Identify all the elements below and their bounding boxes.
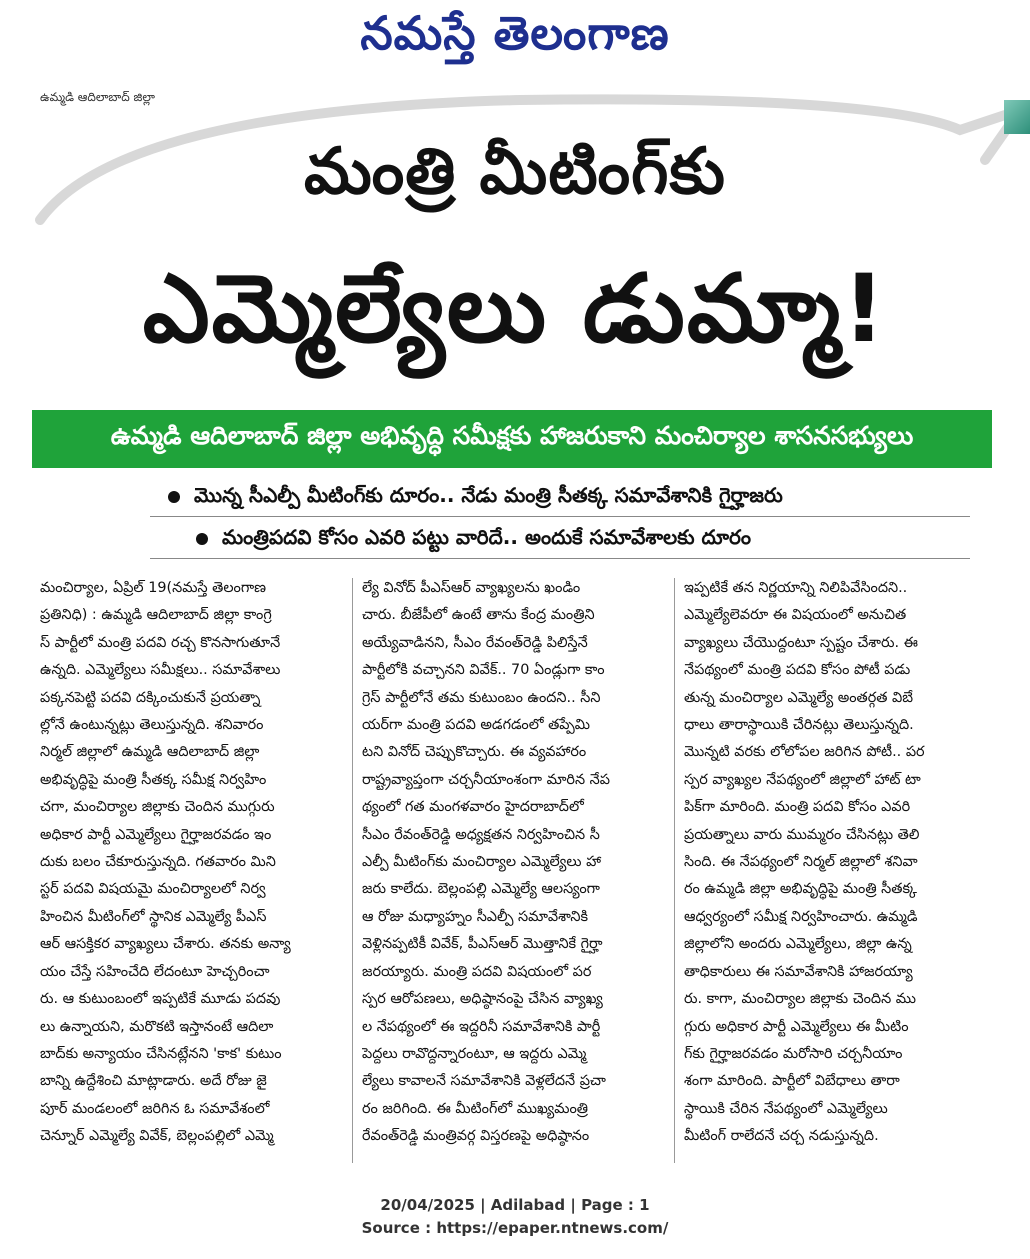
body-line: బాన్ని ఉద్దేశించి మాట్లాడారు. అదే రోజు జై [40, 1073, 267, 1090]
body-line: రు. ఆ కుటుంబంలో ఇప్పటికే మూడు పదవు [40, 991, 281, 1008]
body-line: జరయ్యారు. మంత్రి పదవి విషయంలో పర [362, 963, 592, 980]
body-line: ఆధ్వర్యంలో సమీక్ష నిర్వహించారు. ఉమ్మడి [684, 908, 918, 925]
body-line: టని వినోద్ చెప్పుకొచ్చారు. ఈ వ్యవహారం [362, 744, 587, 761]
headline-line-2: ఎమ్మెల్యేలు డుమ్మా! [142, 255, 888, 364]
body-line: తున్న మంచిర్యాల ఎమ్మెల్యే అంతర్గత విబే [684, 689, 914, 706]
body-line: వ్యాఖ్యలు చేయొద్దంటూ స్పష్టం చేశారు. ఈ [684, 634, 918, 651]
body-line: తాధికారులు ఈ సమావేశానికి హాజరయ్యా [684, 963, 913, 980]
body-line: ఆ రోజు మధ్యాహ్నం సీఎల్పీ సమావేశానికి [362, 908, 589, 925]
body-line: స్పర వ్యాఖ్యల నేపథ్యంలో జిల్లాలో హాట్ టా [684, 771, 921, 788]
footer-source-link[interactable]: Source : https://epaper.ntnews.com/ [361, 1219, 669, 1237]
body-line: హించిన మీటింగ్‌లో స్థానిక ఎమ్మెల్యే పీఎస్ [40, 908, 267, 925]
footer-dateline: 20/04/2025 | Adilabad | Page : 1 [380, 1196, 650, 1214]
body-line: రేవంత్‌రెడ్డి మంత్రివర్గ విస్తరణపై అధిష్ఠానం [362, 1128, 590, 1145]
body-line: ఎమ్మెల్యేలెవరూ ఈ విషయంలో అనుచిత [684, 607, 907, 624]
body-line: మీటింగ్ రాలేదనే చర్చ నడుస్తున్నది. [684, 1128, 879, 1145]
subhead-banner [32, 410, 992, 468]
divider [150, 558, 970, 559]
headline-line-1: మంత్రి మీటింగ్‌కు [304, 135, 726, 209]
body-line: ఉన్నది. ఎమ్మెల్యేలు సమీక్షలు.. సమావేశాలు [40, 662, 281, 679]
body-line: చెన్నూర్ ఎమ్మెల్యే వివేక్, బెల్లంపల్లిలో ఎమ్మె [40, 1128, 274, 1145]
body-line: రు. కాగా, మంచిర్యాల జిల్లాకు చెందిన ము [684, 991, 916, 1008]
body-line: నిర్మల్ జిల్లాలో ఉమ్మడి ఆదిలాబాద్ జిల్లా [40, 744, 260, 761]
bullet-dot-icon [196, 533, 208, 545]
body-line: ఎల్పీ మీటింగ్‌కు మంచిర్యాల ఎమ్మెల్యేలు హా [362, 854, 601, 871]
divider [150, 516, 970, 517]
body-line: సీఎం రేవంత్‌రెడ్డి అధ్యక్షతన నిర్వహించిన సీ [362, 826, 600, 843]
masthead [0, 0, 1030, 78]
body-line: యం చేస్తే సహించేది లేదంటూ హెచ్చరించా [40, 963, 270, 980]
column-rule [674, 578, 675, 1163]
body-line: ప్రతినిధి) : ఉమ్మడి ఆదిలాబాద్ జిల్లా కాంగ్రె [40, 607, 272, 624]
body-line: సింది. ఈ నేపథ్యంలో నిర్మల్ జిల్లాలో శనివా [684, 854, 918, 871]
article-column-3 [684, 575, 989, 1163]
body-line: గ్‌కు గైర్హాజరవడం మరోసారి చర్చనీయాం [684, 1045, 903, 1062]
body-line: నేపథ్యంలో మంత్రి పదవి కోసం పోటీ పడు [684, 662, 911, 679]
corner-graphic [1004, 100, 1030, 134]
body-line: అభివృద్ధిపై మంత్రి సీతక్క సమీక్ష నిర్వహిం [40, 771, 267, 788]
body-line: అధికార పార్టీ ఎమ్మెల్యేలు గైర్హాజరవడం ఇం [40, 826, 272, 843]
body-line: స్పర ఆరోపణలు, అధిష్ఠానంపై చేసిన వ్యాఖ్య [362, 991, 603, 1008]
subhead-text: ఉమ్మడి ఆదిలాబాద్ జిల్లా అభివృద్ధి సమీక్షకు హాజరుకాని మంచిర్యాల శాసనసభ్యులు [110, 421, 914, 450]
body-line: స్థాయికి చేరిన నేపథ్యంలో ఎమ్మెల్యేలు [684, 1100, 888, 1117]
bullet-dot-icon [168, 491, 180, 503]
body-line: చగా, మంచిర్యాల జిల్లాకు చెందిన ముగ్గురు [40, 799, 275, 816]
body-line: స్టర్ పదవి విషయమై మంచిర్యాలలో నిర్వ [40, 881, 266, 898]
body-line: పక్కనపెట్టి పదవి దక్కించుకునే ప్రయత్నా [40, 689, 261, 706]
body-line: రం ఉమ్మడి జిల్లా అభివృద్ధిపై మంత్రి సీతక్క [684, 881, 917, 898]
article-column-1 [40, 575, 345, 1163]
article-column-2 [362, 575, 667, 1163]
body-line: అయ్యేవాడినని, సీఎం రేవంత్‌రెడ్డి పిలిస్తేనే [362, 634, 588, 651]
body-line: ప్రయత్నాలు వారు ముమ్మరం చేసినట్లు తెలి [684, 826, 920, 843]
body-line: స్ పార్టీలో మంత్రి పదవి రచ్చ కొనసాగుతూనే [40, 634, 281, 651]
body-line: రం జరిగింది. ఈ మీటింగ్‌లో ముఖ్యమంత్రి [362, 1100, 589, 1117]
body-line: రాష్ట్రవ్యాప్తంగా చర్చనీయాంశంగా మారిన నేప [362, 771, 610, 788]
body-line: జరు కాలేదు. బెల్లంపల్లి ఎమ్మెల్యే ఆలస్యంగా [362, 881, 600, 898]
body-line: ల్యే వినోద్ పీఎస్ఆర్ వ్యాఖ్యలను ఖండిం [362, 580, 581, 596]
bullet-point [168, 482, 1008, 512]
body-line: పిక్‌గా మారింది. మంత్రి పదవి కోసం ఎవరి [684, 799, 911, 816]
body-line: పెద్దలు రావొద్దన్నారంటూ, ఆ ఇద్దరు ఎమ్మె [362, 1045, 587, 1062]
bullet-text: మొన్న సీఎల్పీ మీటింగ్‌కు దూరం.. నేడు మంత్రి సీతక్క సమావేశానికి గైర్హాజరు [194, 482, 783, 507]
body-line: బాద్‌కు అన్యాయం చేసినట్లేనని 'కాక' కుటుం [40, 1045, 282, 1062]
bullet-point [196, 524, 1030, 554]
body-line: లు ఉన్నాయని, మరొకటి ఇస్తానంటే ఆదిలా [40, 1018, 274, 1035]
body-line: గ్రెస్ పార్టీలోనే తమ కుటుంబం ఉందని.. సీని [362, 689, 601, 706]
body-line: పార్టీలోకి వచ్చానని వివేక్.. 70 ఏండ్లుగా కాం [362, 662, 605, 679]
body-line: శంగా మారింది. పార్టీలో విబేధాలు తారా [684, 1073, 900, 1090]
body-line: మొన్నటి వరకు లోలోపల జరిగిన పోటీ.. పర [684, 744, 925, 761]
column-rule [352, 578, 353, 1163]
body-line: ల్యేలు కావాలనే సమావేశానికి వెళ్లలేదనే ప్రచా [362, 1073, 606, 1090]
body-line: పూర్ మండలంలో జరిగిన ఓ సమావేశంలో [40, 1100, 270, 1117]
body-line: జిల్లాలోని అందరు ఎమ్మెల్యేలు, జిల్లా ఉన్న [684, 936, 912, 953]
body-line: యర్‌గా మంత్రి పదవి అడగడంలో తప్పేమి [362, 717, 590, 734]
body-line: ఆర్ ఆసక్తికర వ్యాఖ్యలు చేశారు. తనకు అన్యా [40, 936, 291, 953]
body-line: గ్గురు అధికార పార్టీ ఎమ్మెల్యేలు ఈ మీటిం [684, 1018, 909, 1035]
body-line: ల నేపథ్యంలో ఈ ఇద్దరినీ సమావేశానికి పార్టీ [362, 1018, 601, 1035]
article-kicker: ఉమ్మడి ఆదిలాబాద్ జిల్లా [40, 90, 155, 104]
body-line: చారు. బీజేపీలో ఉంటే తాను కేంద్ర మంత్రిని [362, 607, 595, 624]
body-line: దుకు బలం చేకూరుస్తున్నది. గతవారం మిని [40, 854, 276, 871]
bullet-text: మంత్రిపదవి కోసం ఎవరి పట్టు వారిదే.. అందుకే సమావేశాలకు దూరం [222, 524, 751, 549]
body-line: వెళ్లినప్పటికీ వివేక్, పీఎస్ఆర్ మొత్తానికే గైర్హా [362, 936, 603, 953]
body-line: మంచిర్యాల, ఏప్రిల్ 19(నమస్తే తెలంగాణ [40, 580, 266, 596]
body-line: ఇప్పటికే తన నిర్ణయాన్ని నిలిపివేసిందని.. [684, 580, 908, 596]
body-line: ల్లోనే ఉంటున్నట్లు తెలుస్తున్నది. శనివారం [40, 717, 264, 734]
body-line: ధాలు తారాస్థాయికి చేరినట్లు తెలుస్తున్నది. [684, 717, 914, 734]
masthead-title: నమస్తే తెలంగాణ [360, 6, 670, 60]
body-line: థ్యంలో గత మంగళవారం హైదరాబాద్‌లో [362, 799, 584, 816]
